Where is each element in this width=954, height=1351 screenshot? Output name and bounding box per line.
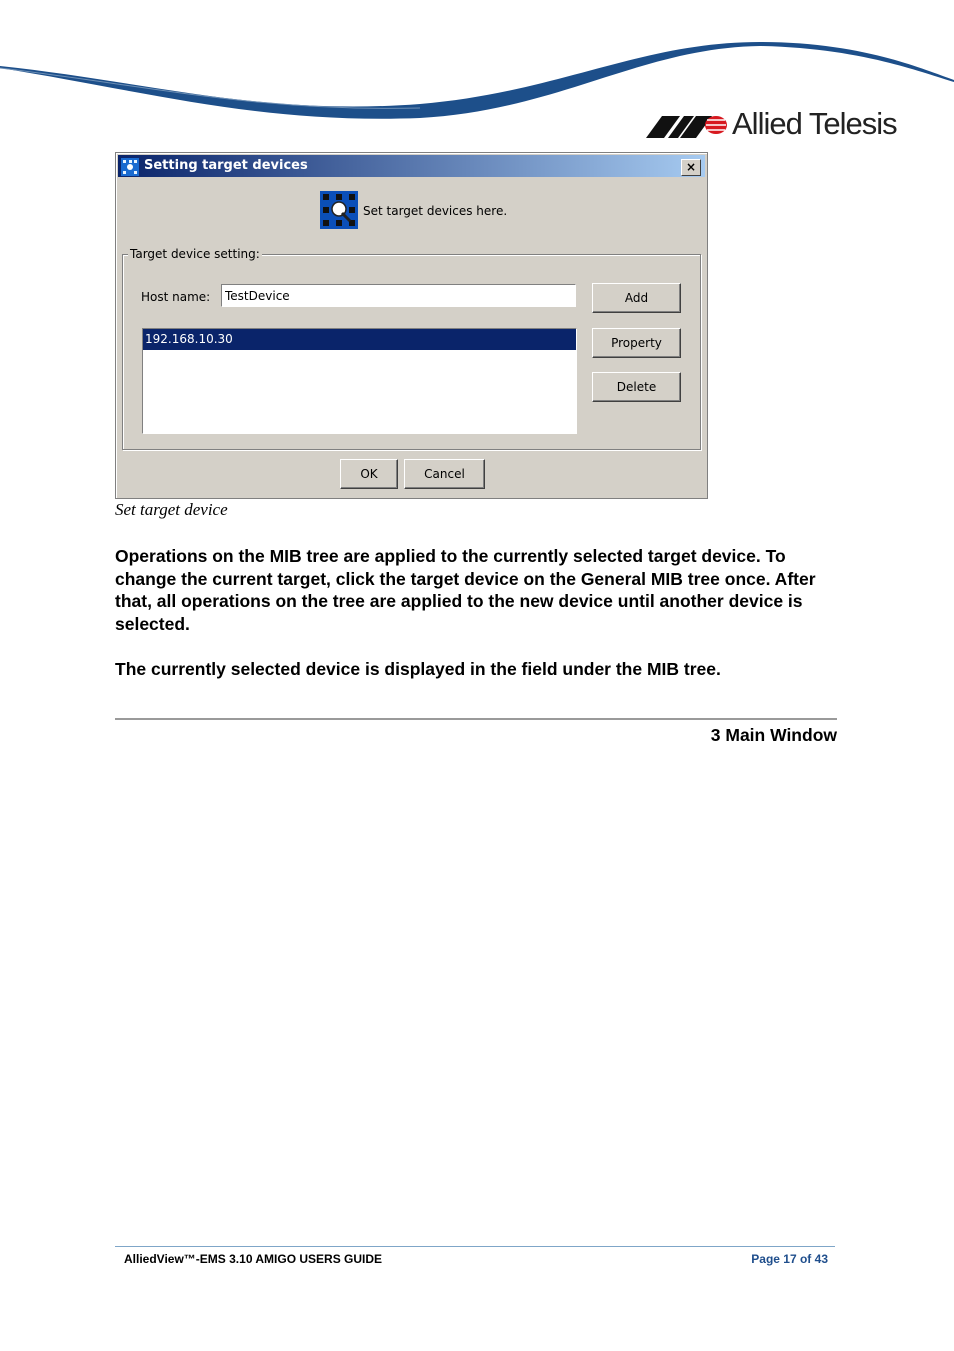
footer-divider: [115, 1246, 835, 1247]
target-device-list[interactable]: [142, 328, 577, 434]
footer-title: AlliedView™-EMS 3.10 AMIGO USERS GUIDE: [124, 1252, 383, 1266]
body-paragraph-2: The currently selected device is displayed in the field under the MIB tree.: [115, 659, 721, 679]
section-label: 3 Main Window: [710, 725, 837, 745]
body-paragraph-1: Operations on the MIB tree are applied to the currently selected target device. To change the current target, click the target device on the General MIB tree once. After that, all operations on the tree are applied to the new device until another device is selected.: [115, 546, 816, 634]
logo-text: Allied Telesis: [732, 106, 897, 141]
setting-target-devices-dialog: [115, 152, 708, 499]
section-divider: [115, 718, 837, 720]
figure-caption: Set target device: [115, 500, 228, 519]
list-item[interactable]: 192.168.10.30: [143, 329, 576, 350]
ok-button[interactable]: OK: [340, 459, 398, 489]
host-name-input[interactable]: [221, 284, 576, 307]
close-icon: ×: [685, 160, 697, 174]
allied-telesis-logo: [646, 108, 906, 148]
close-button[interactable]: [681, 159, 701, 176]
dialog-titlebar[interactable]: [118, 155, 705, 177]
group-label: Target device setting:: [130, 247, 260, 261]
dialog-title: Setting target devices: [144, 158, 308, 173]
cancel-button[interactable]: Cancel: [404, 459, 485, 489]
host-name-label: Host name:: [141, 290, 211, 304]
delete-button[interactable]: Delete: [592, 372, 681, 402]
add-button[interactable]: Add: [592, 283, 681, 313]
dialog-instruction: Set target devices here.: [363, 204, 508, 218]
network-app-icon: [121, 158, 139, 176]
network-device-icon: [320, 191, 358, 229]
page-number: Page 17 of 43: [751, 1252, 828, 1266]
property-button[interactable]: Property: [592, 328, 681, 358]
allied-telesis-logo-mark-icon: [646, 108, 728, 140]
